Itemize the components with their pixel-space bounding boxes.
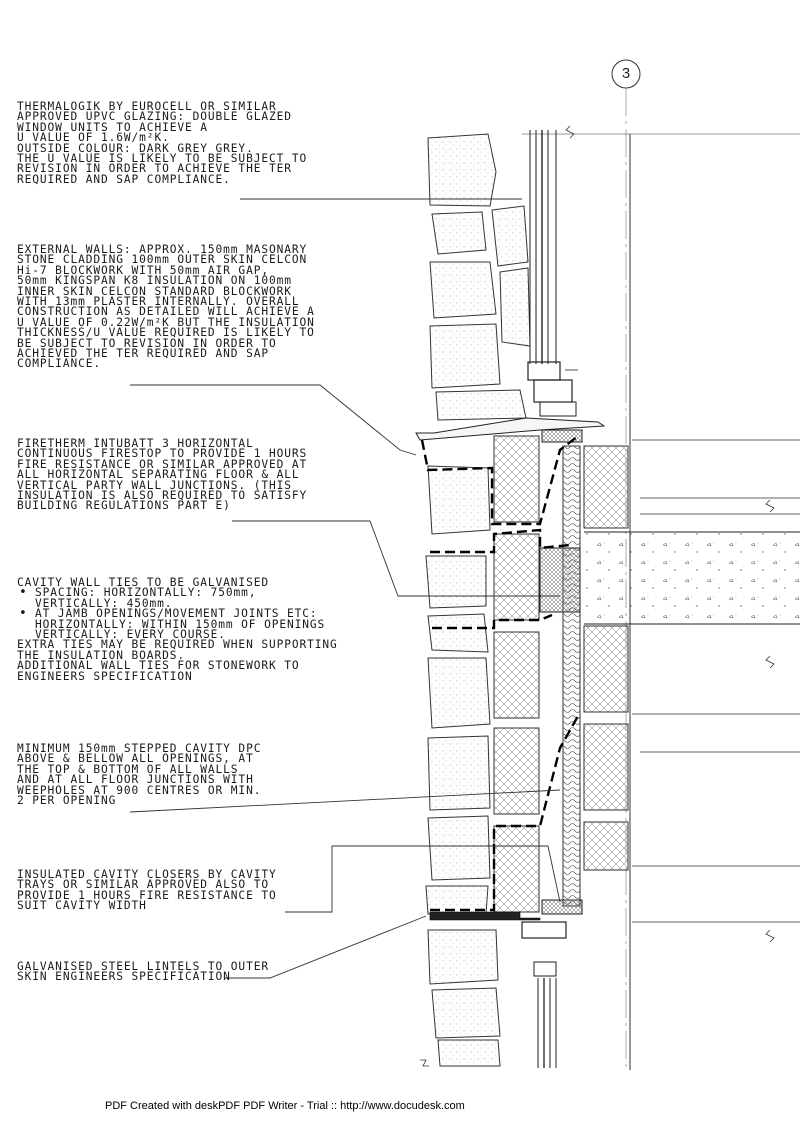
note-heading: CAVITY WALL TIES TO BE GALVANISED [17,576,269,589]
note-line: WINDOW UNITS TO ACHIEVE A [17,120,208,134]
firestop [540,548,580,612]
note-line: INSULATED CAVITY CLOSERS BY CAVITY [17,868,277,881]
note-line: STONE CLADDING 100mm OUTER SKIN CELCON [17,253,308,267]
external-walls-note [17,245,315,370]
note-bullet: • SPACING: HORIZONTALLY: 750mm, [17,588,338,598]
window-frame-upper [528,130,578,416]
note-line: PROVIDE 1 HOURS FIRE RESISTANCE TO [17,888,277,902]
note-line: THERMALOGIK BY EUROCELL OR SIMILAR [17,100,277,113]
cavity-insulation [563,446,580,906]
note-line: ABOVE & BELLOW ALL OPENINGS, AT [17,752,254,766]
note-line: ADDITIONAL WALL TIES FOR STONEWORK TO [17,659,300,673]
note-line: HORIZONTALLY: WITHIN 150mm OF OPENINGS [35,617,326,631]
note-line: WEEPHOLES AT 900 CENTRES OR MIN. [17,783,262,797]
note-line: GALVANISED STEEL LINTELS TO OUTER [17,960,269,973]
note-line: VERTICALLY: EVERY COURSE. [35,628,226,642]
lintel-note [17,962,269,983]
outer-blockwork [494,436,539,912]
note-line: VERTICALLY: 450mm. [35,596,173,610]
note-line: VERTICAL PARTY WALL JUNCTIONS. (THIS [17,478,292,492]
sill-closer-upper [542,430,582,442]
window-glazing-note [17,102,307,185]
note-line: EXTRA TIES MAY BE REQUIRED WHEN SUPPORTING [17,638,338,652]
note-line: FIRETHERM INTUBATT 3 HORIZONTAL [17,437,254,450]
window-frame-lower [538,978,556,1068]
note-line: BE SUBJECT TO REVISION IN ORDER TO [17,336,277,350]
note-line: MINIMUM 150mm STEPPED CAVITY DPC [17,742,262,755]
note-line: 50mm KINGSPAN K8 INSULATION ON 100mm [17,274,292,288]
note-line: OUTSIDE COLOUR: DARK GREY GREY. [17,141,254,155]
note-line: THE TOP & BOTTOM OF ALL WALLS [17,762,239,776]
note-line: EXTERNAL WALLS: APPROX. 150mm MASONARY [17,243,308,256]
note-line: U VALUE OF 0.22W/m²K BUT THE INSULATION [17,315,315,329]
note-line: U VALUE OF 1.6W/m²K. [17,131,170,145]
note-line: INNER SKIN CELCON STANDARD BLOCKWORK [17,284,292,298]
steel-lintel [430,912,540,920]
note-line: FIRE RESISTANCE OR SIMILAR APPROVED AT [17,457,308,471]
note-line: INSULATION IS ALSO REQUIRED TO SATISFY [17,489,308,503]
note-line: SUIT CAVITY WIDTH [17,899,147,913]
note-line: COMPLIANCE. [17,357,101,371]
note-line: ENGINEERS SPECIFICATION [17,669,193,683]
note-bullet: • AT JAMB OPENINGS/MOVEMENT JOINTS ETC: [17,609,338,619]
window-head-frame [522,922,566,938]
note-line: APPROVED UPVC GLAZING: DOUBLE GLAZED [17,110,292,124]
note-line: THE INSULATION BOARDS. [17,648,185,662]
pdf-footer: PDF Created with deskPDF PDF Writer - Trial :: http://www.docudesk.com [105,1100,465,1112]
note-line: ACHIEVED THE TER REQUIRED AND SAP [17,347,269,361]
note-line: ALL HORIZONTAL SEPARATING FLOOR & ALL [17,468,300,482]
note-line: BUILDING REGULATIONS PART E) [17,499,231,513]
window-frame-lower-head [534,962,556,976]
inner-blockwork [584,446,628,870]
firestop-note [17,439,307,512]
note-line: Hi-7 BLOCKWORK WITH 50mm AIR GAP, [17,263,269,277]
note-line: WITH 13mm PLASTER INTERNALLY. OVERALL [17,295,300,309]
lower-closer [542,900,582,914]
note-line: REVISION IN ORDER TO ACHIEVE THE TER [17,162,292,176]
cavity-closers-note [17,870,277,912]
detail-reference-label: 3 [621,65,631,82]
note-line: CONSTRUCTION AS DETAILED WILL ACHIEVE A [17,305,315,319]
note-line: THICKNESS/U VALUE REQUIRED IS LIKELY TO [17,326,315,340]
note-line: SKIN ENGINEERS SPECIFICATION [17,970,231,984]
note-line: CONTINUOUS FIRESTOP TO PROVIDE 1 HOURS [17,447,308,461]
note-line: REQUIRED AND SAP COMPLIANCE. [17,172,231,186]
note-line: AND AT ALL FLOOR JUNCTIONS WITH [17,773,254,787]
cavity-dpc-note [17,744,261,806]
note-line: 2 PER OPENING [17,794,117,808]
wall-ties-note [17,578,338,682]
note-line: TRAYS OR SIMILAR APPROVED ALSO TO [17,878,269,892]
note-line: THE U VALUE IS LIKELY TO BE SUBJECT TO [17,152,308,166]
